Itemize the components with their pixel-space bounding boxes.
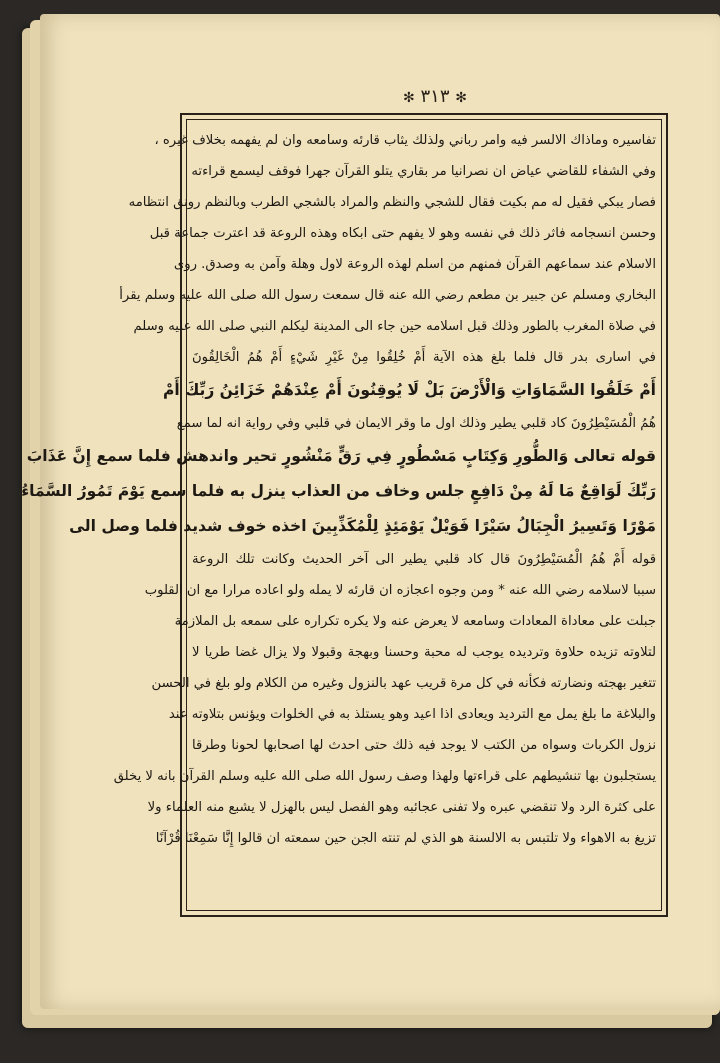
text-line: رَبِّكَ لَوَاقِعٌ مَا لَهُ مِنْ دَافِعٍ جلس وخاف من العذاب ينزل به فلما سمع يَوْمَ تَمُورُ السَّمَاءُ	[21, 482, 656, 500]
text-line: البخاري ومسلم عن جبير بن مطعم رضي الله عنه قال سمعت رسول الله صلى الله عليه وسلم يقرأ	[119, 288, 656, 303]
ornament-right-icon: ✻	[455, 90, 467, 106]
text-line: وحسن انسجامه فاثر ذلك في نفسه وهو لا يفهم حتى ابكاه وهذه الروعة قد اعترت جماعة قبل	[149, 226, 656, 241]
text-line: فصار يبكي فقيل له مم بكيت فقال للشجي والنظم والمراد بالشجي الطرب وبالنظم رونق انتظامه	[128, 195, 656, 210]
text-line: لتلاوته تزيده حلاوة وترديده يوجب له محبة وحسنا وبهجة وقبولا ولا يزال غضا طريا لا	[192, 645, 656, 660]
text-line: والبلاغة ما بلغ يمل مع الترديد ويعادى اذا اعيد وهو يستلذ به في الخلوات ويؤنس بتلاوته عند	[168, 707, 656, 722]
text-line: قوله تعالى وَالطُّورِ وَكِتَابٍ مَسْطُورٍ فِي رَقٍّ مَنْشُورٍ تحير واندهش فلما سمع إِنَّ عَذَابَ	[26, 447, 656, 465]
page-number-text: ٣١٣	[420, 86, 450, 107]
text-line: سببا لاسلامه رضي الله عنه * ومن وجوه اعجازه ان قارئه لا يمله ولو اعاده مرارا مع ان القلوب	[144, 583, 656, 598]
text-line: مَوْرًا وَتَسِيرُ الْجِبَالُ سَيْرًا فَوَيْلٌ يَوْمَئِذٍ لِلْمُكَذِّبِينَ اخذه خوف شديد فلما وصل الى	[69, 517, 656, 535]
text-block	[21, 125, 656, 905]
text-frame	[21, 113, 668, 917]
page-number	[395, 86, 475, 107]
text-line: هُمُ الْمُسَيْطِرُونَ كاد قلبي يطير وذلك اول ما وقر الايمان في قلبي وفي رواية انه لما سمع	[176, 416, 656, 431]
text-line: جبلت على معاداة المعادات وسامعه لا يعرض عنه ولا يكره تكراره على سمعه بل الملازمة	[174, 614, 656, 629]
text-line: تزيغ به الاهواء ولا تلتبس به الالسنة هو الذي لم تنته الجن حين سمعته ان قالوا إِنَّا سَمِعْنَا قُرْآنًا	[155, 831, 656, 846]
text-line: قوله أَمْ هُمُ الْمُسَيْطِرُونَ قال كاد قلبي يطير الى آخر الحديث وكانت تلك الروعة	[192, 552, 656, 567]
text-line: في صلاة المغرب بالطور وذلك قبل اسلامه حين جاء الى المدينة ليكلم النبي صلى الله عليه وسلم	[133, 319, 656, 334]
text-line: نزول الكربات وسواه من الكتب لا يوجد فيه ذلك حتى احدث لها اصحابها لحونا وطرقا	[192, 738, 656, 753]
text-line: تفاسيره وماذاك الالسر فيه وامر رباني ولذلك يثاب قارئه وسامعه وان لم يفهمه بخلاف غيره ،	[154, 133, 656, 148]
text-line: أَمْ خَلَقُوا السَّمَاوَاتِ وَالْأَرْضَ بَلْ لَا يُوقِنُونَ أَمْ عِنْدَهُمْ خَزَائِنُ رَبِّكَ أَمْ	[163, 381, 656, 399]
ornament-left-icon: ✻	[403, 90, 415, 106]
text-line: الاسلام عند سماعهم القرآن فمنهم من اسلم لهذه الروعة لاول وهلة وآمن به وصدق. روى	[173, 257, 656, 272]
text-line: في اسارى بدر قال فلما بلغ هذه الآية أَمْ خُلِقُوا مِنْ غَيْرِ شَيْءٍ أَمْ هُمُ الْخَالِقُونَ	[192, 350, 656, 365]
text-line: على كثرة الرد ولا تنقضي عبره ولا تفنى عجائبه وهو الفصل ليس بالهزل لا يشبع منه العلماء ولا	[147, 800, 656, 815]
text-line: تتغير بهجته ونضارته فكأنه في كل مرة قريب عهد بالنزول وغيره من الكلام ولو بلغ في الحسن	[151, 676, 656, 691]
text-line: وفي الشفاء للقاضي عياض ان نصرانيا مر بقاري يتلو القرآن جهرا فوقف ليسمع قراءته	[191, 164, 656, 179]
text-line: يستجلبون بها تنشيطهم على قراءتها ولهذا وصف رسول الله صلى الله عليه وسلم القرآن بانه لا يخلق	[113, 769, 656, 784]
